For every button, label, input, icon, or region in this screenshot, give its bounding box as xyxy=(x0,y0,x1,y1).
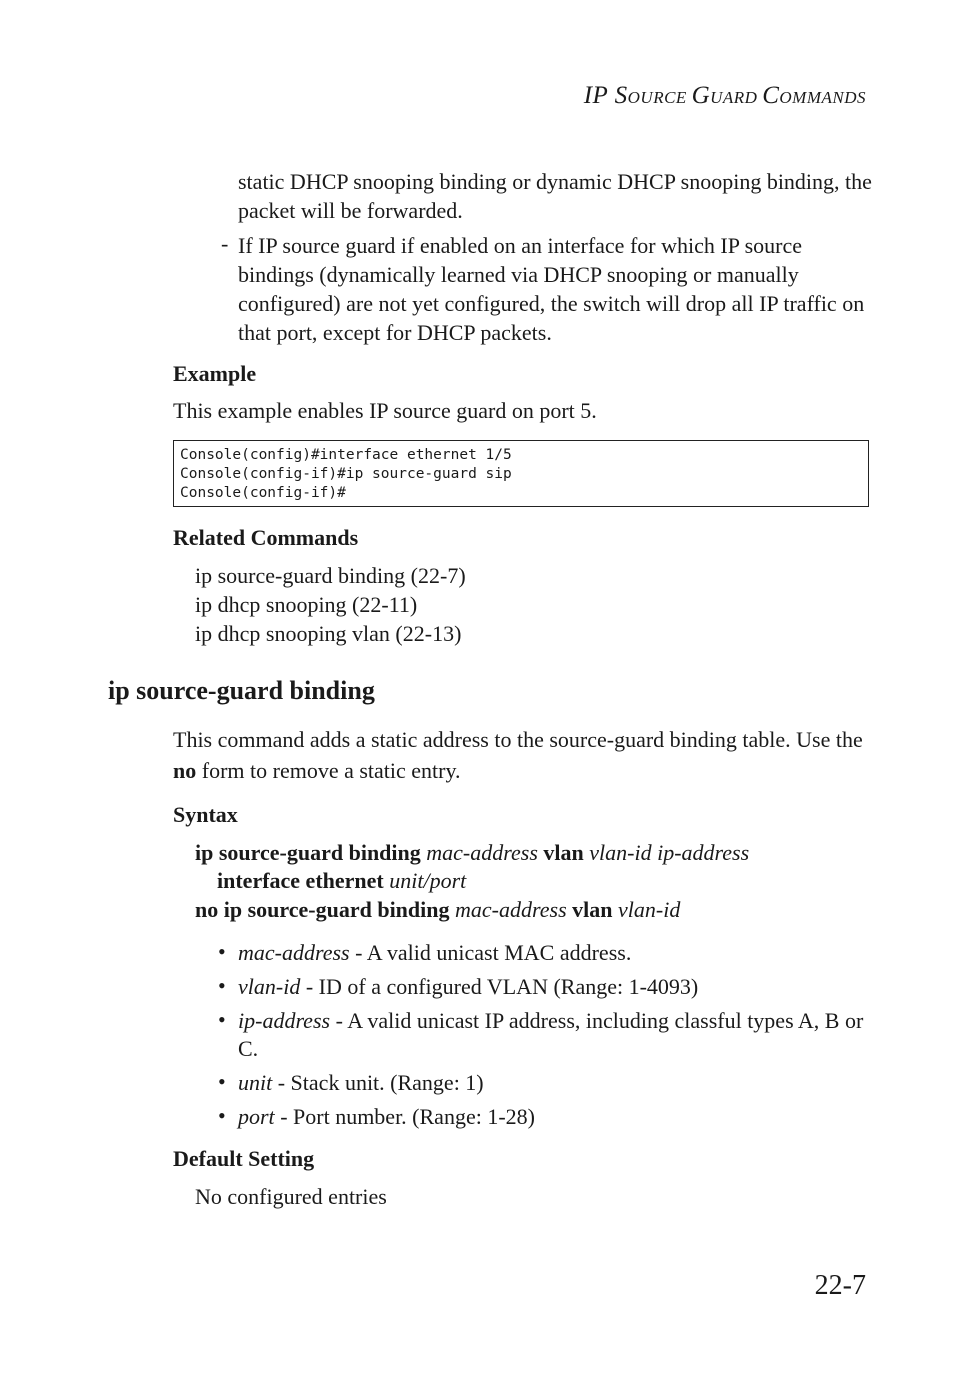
parameter-item: vlan-id - ID of a configured VLAN (Range: 1-4093) xyxy=(238,974,699,999)
parameter-item: mac-address - A valid unicast MAC address. xyxy=(238,940,632,965)
related-command: ip source-guard binding (22-7) xyxy=(195,563,466,588)
default-setting-text: No configured entries xyxy=(195,1184,387,1209)
bullet-icon: • xyxy=(218,1007,226,1032)
parameter-item: unit - Stack unit. (Range: 1) xyxy=(238,1070,484,1095)
page-number: 22-7 xyxy=(814,1270,866,1301)
code-block xyxy=(173,440,869,507)
syntax-label: Syntax xyxy=(173,802,238,827)
syntax-line: ip source-guard binding mac-address vlan vlan-id ip-address xyxy=(195,840,750,865)
code-line: Console(config)#interface ethernet 1/5 xyxy=(180,447,512,463)
parameter-item: port - Port number. (Range: 1-28) xyxy=(238,1104,535,1129)
default-setting-label: Default Setting xyxy=(173,1146,315,1171)
related-command: ip dhcp snooping (22-11) xyxy=(195,592,418,617)
bullet-icon: • xyxy=(218,1069,226,1094)
bullet-icon: • xyxy=(218,1103,226,1128)
example-label: Example xyxy=(173,361,257,386)
related-command: ip dhcp snooping vlan (22-13) xyxy=(195,621,462,646)
intro-dash-item: If IP source guard if enabled on an interface for which IP source bindings (dynamically learned via DHCP snooping or manually configured) are not yet configured, the switch will drop all IP traffic on that port, except for DHCP packets. xyxy=(238,233,865,345)
bullet-icon: • xyxy=(218,939,226,964)
related-commands-label: Related Commands xyxy=(173,525,359,550)
syntax-line: interface ethernet unit/port xyxy=(217,868,467,893)
bullet-icon: • xyxy=(218,973,226,998)
code-line: Console(config-if)#ip source-guard sip xyxy=(180,466,512,482)
dash-marker: - xyxy=(221,231,229,256)
parameter-item: ip-address - A valid unicast IP address, including classful types A, B or C. xyxy=(238,1008,864,1061)
section-title: ip source-guard binding xyxy=(108,676,375,705)
intro-continuation: static DHCP snooping binding or dynamic DHCP snooping binding, the packet will be forwarded. xyxy=(238,169,872,223)
running-header: IP SOURCE GUARD COMMANDS xyxy=(583,82,866,109)
section-description: This command adds a static address to the source-guard binding table. Use the no form to remove a static entry. xyxy=(173,727,863,783)
code-line: Console(config-if)# xyxy=(180,485,346,501)
example-text: This example enables IP source guard on port 5. xyxy=(173,398,597,423)
syntax-line: no ip source-guard binding mac-address vlan vlan-id xyxy=(195,897,681,922)
